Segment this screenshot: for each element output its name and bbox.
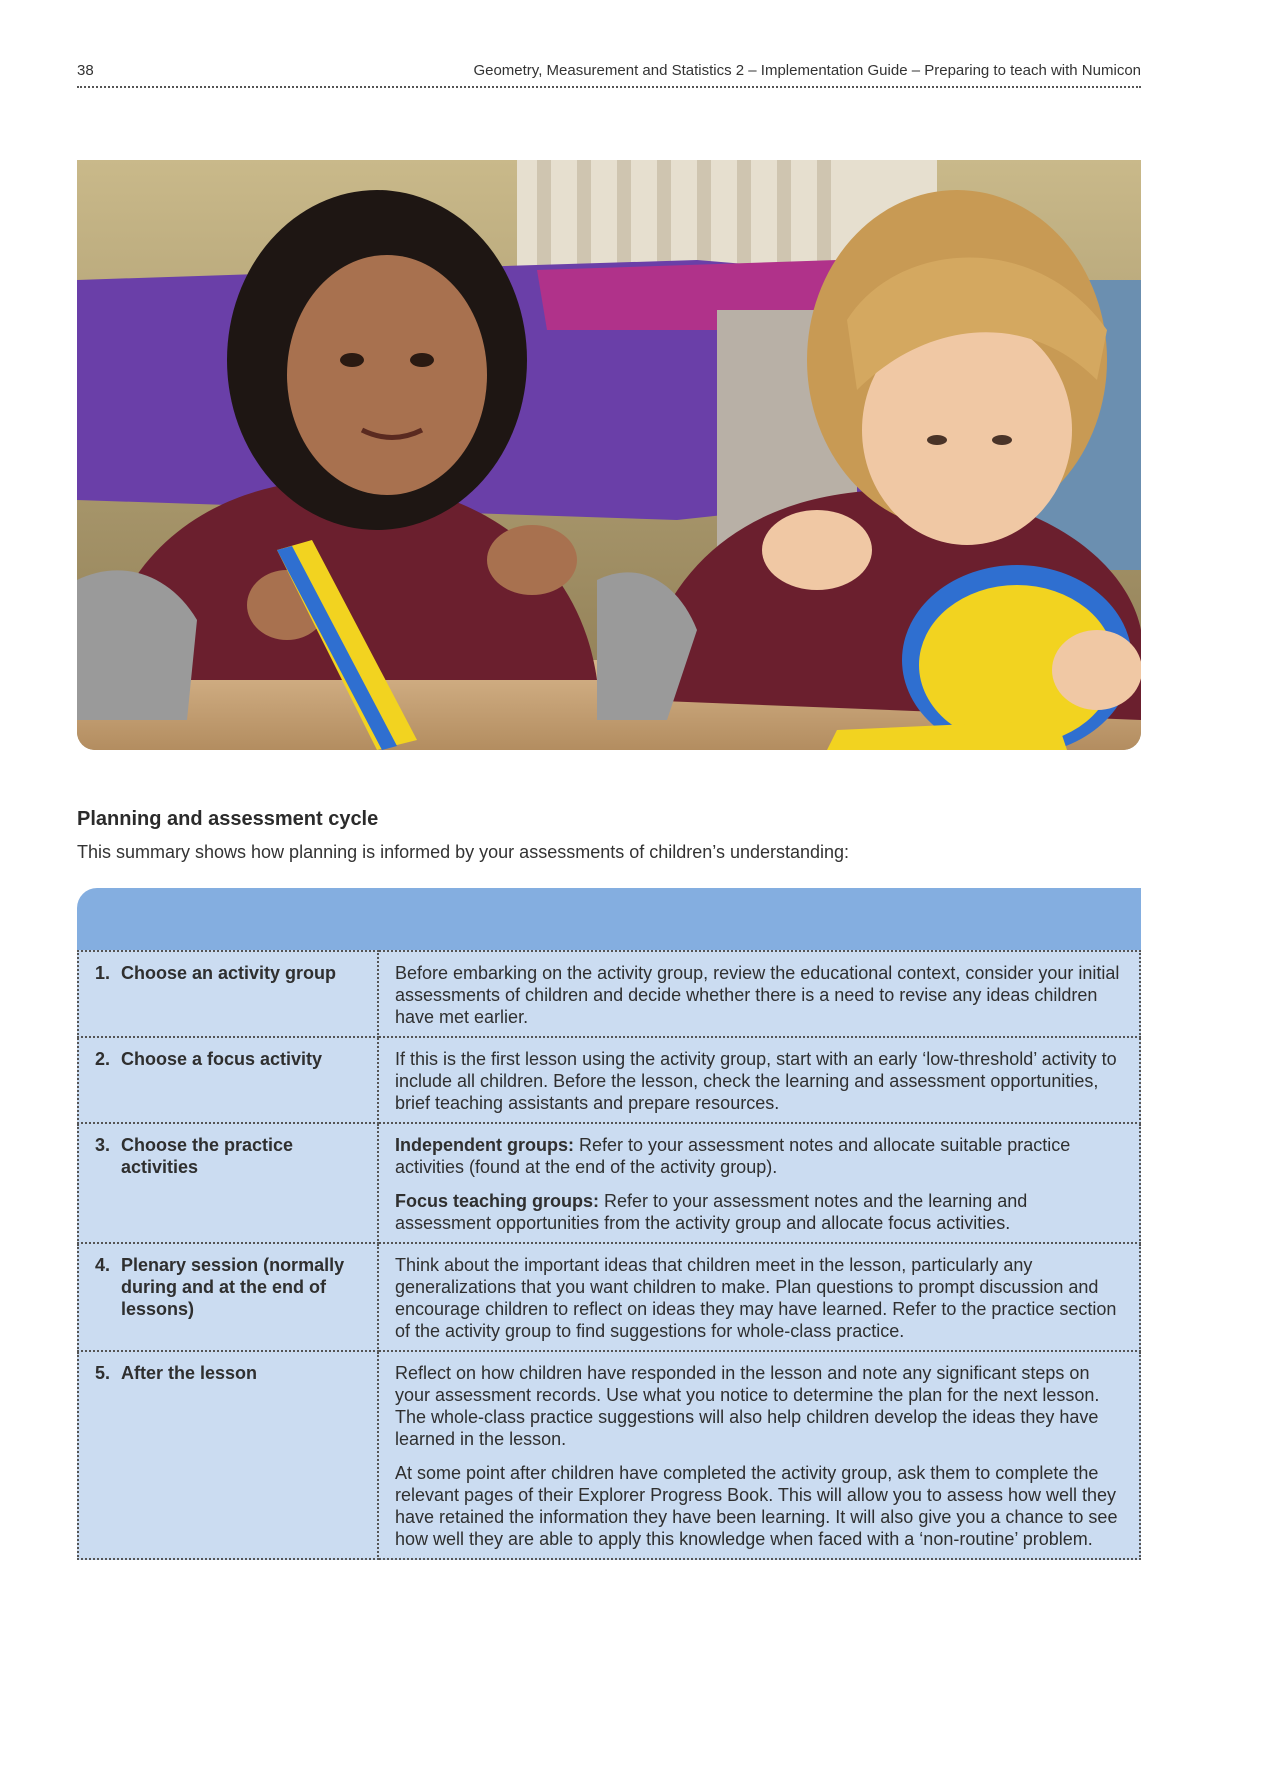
step-cell (78, 1243, 378, 1351)
step-number: 3. (95, 1135, 111, 1155)
step-label: After the lesson (121, 1363, 258, 1383)
description-paragraph (395, 1048, 1125, 1114)
step-cell (78, 951, 378, 1037)
description-paragraph (395, 1462, 1125, 1550)
paragraph-text: Think about the important ideas that children meet in the lesson, particularly any generalizations that you want children to make. Plan questions to prompt discussion and encourage children to reflect on ideas they may have learned. Refer to the practice section of the activity group to find suggestions for whole-class practice. (395, 1255, 1117, 1341)
step-cell (78, 1037, 378, 1123)
step-number: 5. (95, 1363, 111, 1383)
step-description (378, 1123, 1140, 1243)
step-number: 1. (95, 963, 111, 983)
photo-illustration (77, 160, 1141, 750)
table-row (78, 1123, 1140, 1243)
paragraph-text: Before embarking on the activity group, review the educational context, consider your initial assessments of children and decide whether there is a need to revise any ideas children have met earlier. (395, 963, 1120, 1027)
paragraph-lead: Independent groups: (395, 1135, 574, 1155)
step-description (378, 1037, 1140, 1123)
table-row (78, 1243, 1140, 1351)
step-label: Choose an activity group (121, 963, 337, 983)
classroom-photo (77, 160, 1141, 750)
section-title: Planning and assessment cycle (77, 808, 379, 830)
paragraph-text: Refer to your assessment notes and allocate suitable practice activities (found at the end of the activity group). (395, 1135, 1071, 1177)
step-number: 4. (95, 1255, 111, 1275)
table-row (78, 1351, 1140, 1559)
step-label: Choose the practice activities (121, 1135, 294, 1177)
description-paragraph (395, 1254, 1125, 1342)
section-intro: This summary shows how planning is informed by your assessments of children’s understanding: (77, 842, 850, 862)
cycle-steps (77, 950, 1141, 1560)
table-row (78, 951, 1140, 1037)
step-description (378, 1243, 1140, 1351)
step-cell (78, 1351, 378, 1559)
paragraph-text: If this is the first lesson using the activity group, start with an early ‘low-threshold’ activity to include all children. Before the lesson, check the learning and assessment opportunities, brief teaching assistants and prepare resources. (395, 1049, 1117, 1113)
running-title: Geometry, Measurement and Statistics 2 – Implementation Guide – Preparing to teach with Numicon (473, 62, 1141, 79)
paragraph-lead: Focus teaching groups: (395, 1191, 600, 1211)
description-paragraph (395, 1134, 1125, 1178)
step-number: 2. (95, 1049, 111, 1069)
paragraph-text: Reflect on how children have responded in the lesson and note any significant steps on your assessment records. Use what you notice to determine the plan for the next lesson. The whole-class practice suggestions will also help children develop the ideas they have learned in the lesson. (395, 1363, 1100, 1449)
running-header (77, 62, 1141, 88)
description-paragraph (395, 962, 1125, 1028)
paragraph-text: Refer to your assessment notes and the learning and assessment opportunities from the activity group and allocate focus activities. (395, 1191, 1028, 1233)
step-description (378, 951, 1140, 1037)
page-number: 38 (77, 62, 94, 79)
table-header-bar (77, 888, 1141, 950)
step-label: Choose a focus activity (121, 1049, 323, 1069)
description-paragraph (395, 1190, 1125, 1234)
planning-cycle-table (77, 888, 1141, 1560)
paragraph-text: At some point after children have completed the activity group, ask them to complete the relevant pages of their Explorer Progress Book. This will allow you to assess how well they have retained the information they have been learning. It will also give you a chance to see how well they are able to apply this knowledge when faced with a ‘non-routine’ problem. (395, 1463, 1118, 1549)
step-label: Plenary session (normally during and at the end of lessons) (121, 1255, 345, 1319)
step-description (378, 1351, 1140, 1559)
description-paragraph (395, 1362, 1125, 1450)
step-cell (78, 1123, 378, 1243)
table-row (78, 1037, 1140, 1123)
